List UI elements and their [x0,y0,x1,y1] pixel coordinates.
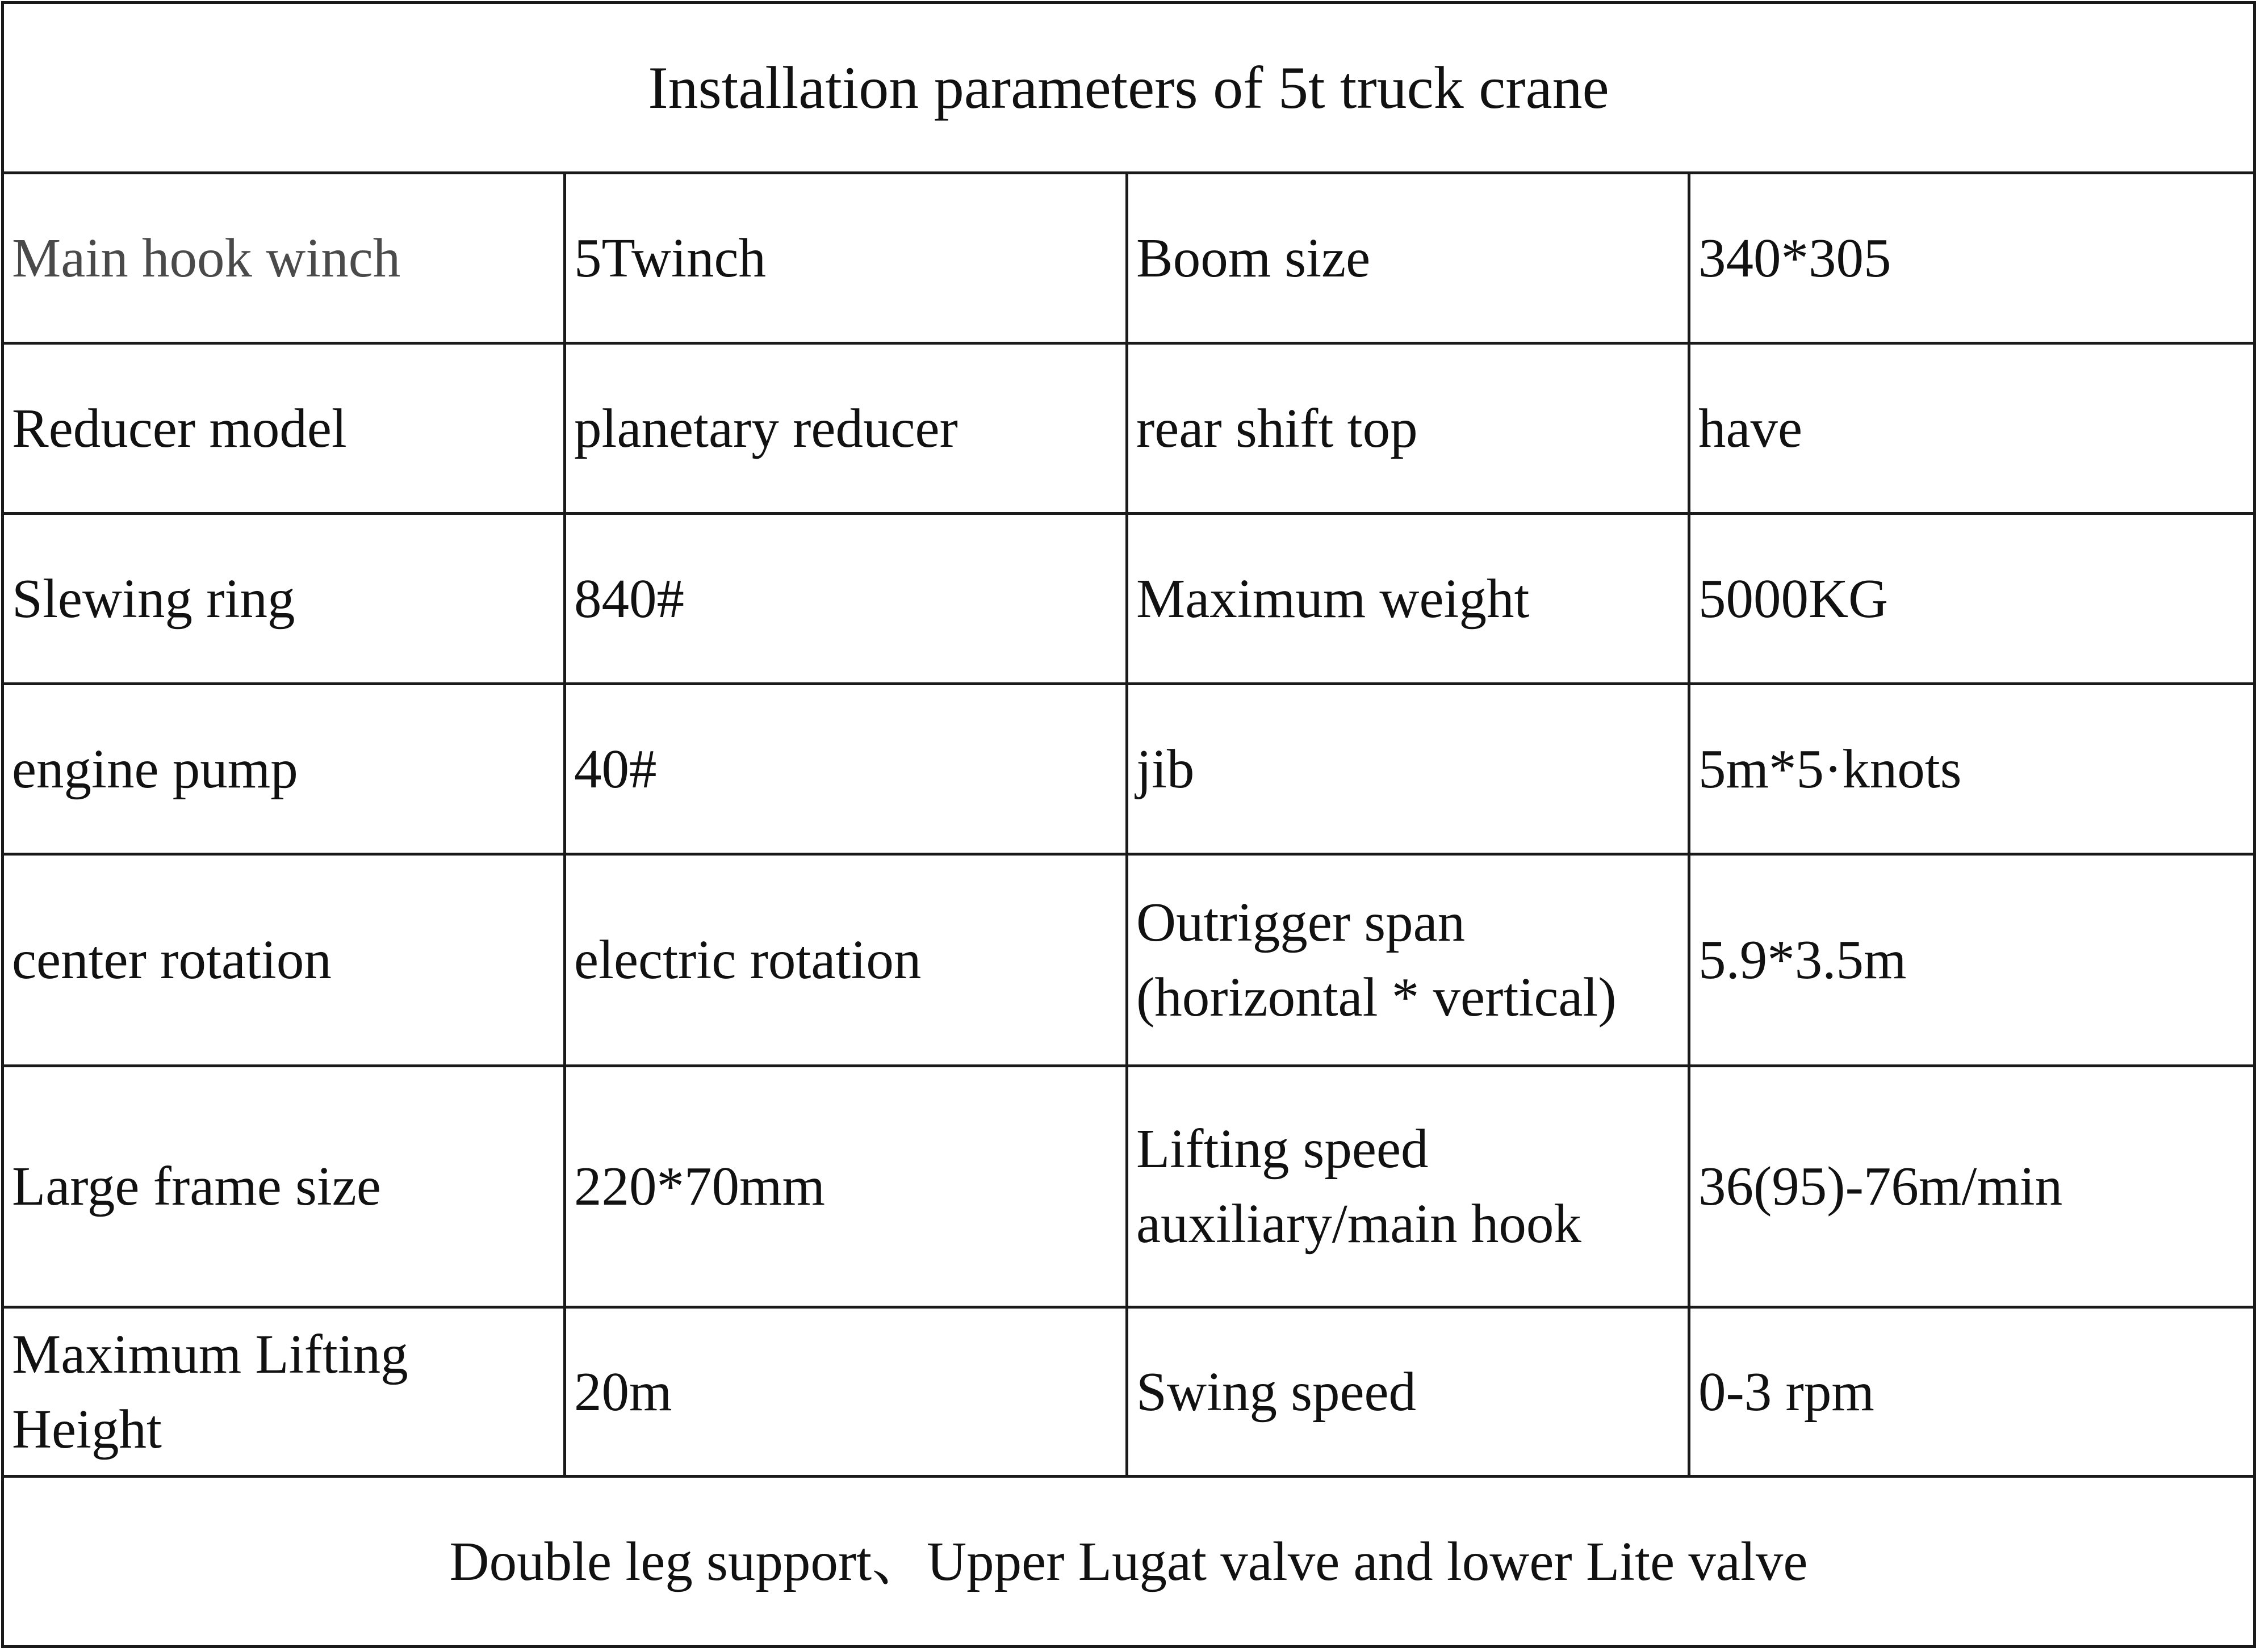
table-row [3,343,2255,514]
value-reducer-model: planetary reducer [565,343,1127,514]
table-row [3,173,2255,343]
title-row [3,3,2255,173]
label-engine-pump: engine pump [3,684,565,854]
value-lifting-speed: 36(95)-76m/min [1689,1066,2255,1307]
parameters-table [1,1,2256,1648]
label-large-frame-size: Large frame size [3,1066,565,1307]
value-boom-size: 340*305 [1689,173,2255,343]
label-outrigger-span [1127,854,1689,1066]
label-maximum-lifting-height [3,1307,565,1477]
label-center-rotation: center rotation [3,854,565,1066]
outrigger-span-line-2: (horizontal * vertical) [1136,967,1617,1028]
value-engine-pump: 40# [565,684,1127,854]
value-slewing-ring: 840# [565,514,1127,684]
table-note: Double leg support、Upper Lugat valve and lower Lite valve [3,1477,2255,1647]
label-slewing-ring: Slewing ring [3,514,565,684]
label-lifting-speed [1127,1066,1689,1307]
table-row [3,514,2255,684]
label-jib: jib [1127,684,1689,854]
value-rear-shift-top: have [1689,343,2255,514]
value-large-frame-size: 220*70mm [565,1066,1127,1307]
outrigger-span-line-1: Outrigger span [1136,892,1466,953]
value-swing-speed: 0-3 rpm [1689,1307,2255,1477]
value-jib: 5m*5·knots [1689,684,2255,854]
table-row [3,854,2255,1066]
value-outrigger-span: 5.9*3.5m [1689,854,2255,1066]
table-row [3,684,2255,854]
label-boom-size: Boom size [1127,173,1689,343]
note-row [3,1477,2255,1647]
value-main-hook-winch: 5Twinch [565,173,1127,343]
label-reducer-model: Reducer model [3,343,565,514]
value-maximum-weight: 5000KG [1689,514,2255,684]
table-row [3,1307,2255,1477]
table-row [3,1066,2255,1307]
max-lifting-line-2: Height [12,1398,162,1460]
table-title: Installation parameters of 5t truck crane [3,3,2255,173]
max-lifting-line-1: Maximum Lifting [12,1323,408,1385]
value-center-rotation: electric rotation [565,854,1127,1066]
label-rear-shift-top: rear shift top [1127,343,1689,514]
lifting-speed-line-2: auxiliary/main hook [1136,1193,1581,1254]
label-main-hook-winch: Main hook winch [3,173,565,343]
lifting-speed-line-1: Lifting speed [1136,1118,1429,1179]
label-swing-speed: Swing speed [1127,1307,1689,1477]
label-maximum-weight: Maximum weight [1127,514,1689,684]
value-maximum-lifting-height: 20m [565,1307,1127,1477]
